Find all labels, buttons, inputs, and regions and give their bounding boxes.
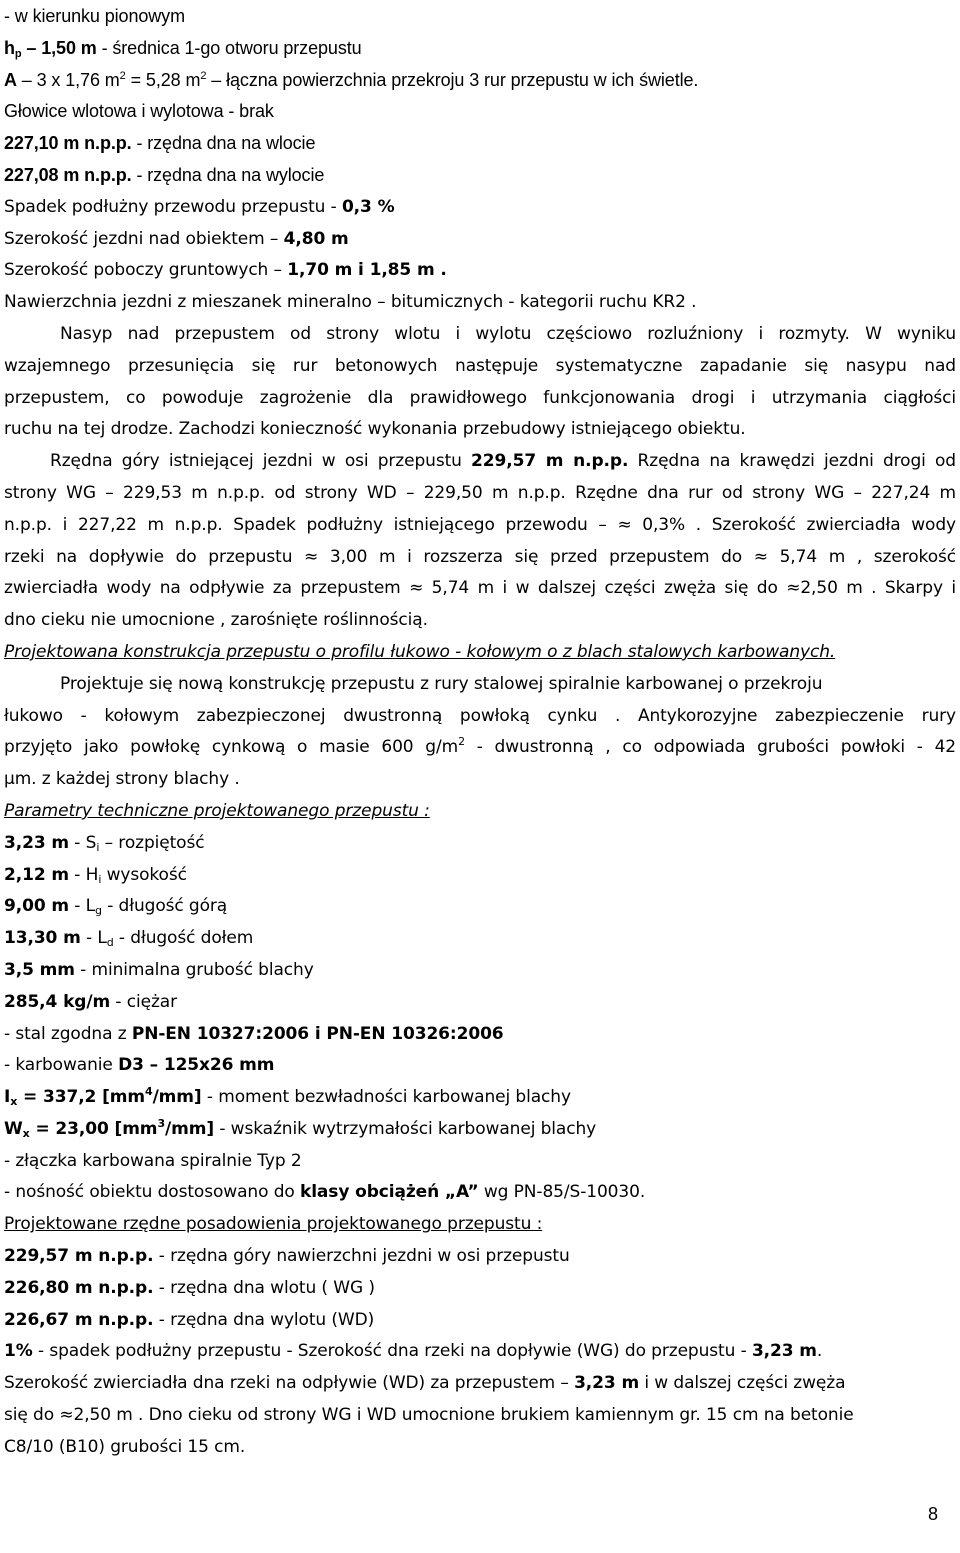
text: strony WG – 229,53 m n.p.p. od strony WD – 229,50 m n.p.p. Rzędne dna rur od strony WG – 227,24 m (4, 482, 956, 503)
text: C8/10 (B10) grubości 15 cm. (4, 1436, 246, 1457)
text: 1% (4, 1341, 33, 1362)
text: - ciężar (110, 991, 177, 1012)
param-steel (4, 1018, 956, 1050)
page-number: 8 (927, 1504, 938, 1524)
text: µm. z każdej strony blachy . (4, 769, 240, 790)
final-line-1 (4, 1335, 956, 1367)
intro-line-1 (4, 0, 956, 32)
subscript: x (10, 1095, 18, 1109)
text: Rzędna na krawędzi jezdni drogi od (628, 451, 956, 472)
text: – 3 x 1,76 m (16, 69, 120, 90)
text: 229,57 m n.p.p. (4, 1246, 154, 1267)
intro-line-4 (4, 95, 956, 127)
text: 229,57 m n.p.p. (471, 451, 629, 472)
param-weight (4, 986, 956, 1018)
superscript: 3 (157, 1116, 165, 1130)
para1-line-2 (4, 350, 956, 382)
param-corrugation (4, 1049, 956, 1081)
para2-line-5 (4, 572, 956, 604)
text: dno cieku nie umocnione , zarośnięte roślinnością. (4, 610, 428, 631)
param-thickness (4, 954, 956, 986)
text: wg PN-85/S-10030. (478, 1182, 646, 1203)
level-item (4, 1240, 956, 1272)
para2-line-4 (4, 541, 956, 573)
text: I (4, 1087, 11, 1108)
text: - L (80, 928, 107, 949)
text: 9,00 m (4, 896, 69, 917)
text: się do ≈2,50 m . Dno cieku od strony WG i WD umocnione brukiem kamiennym gr. 15 cm na betonie (4, 1405, 854, 1426)
text: - S (68, 832, 97, 853)
para2-line-2 (4, 477, 956, 509)
text: klasy obciążeń „A” (300, 1182, 479, 1203)
para2-line-6 (4, 604, 956, 636)
text: 227,08 m n.p.p. (4, 164, 132, 185)
text: 227,10 m n.p.p. (4, 133, 132, 154)
para2-line-3 (4, 509, 956, 541)
text: = 337,2 [mm (17, 1087, 146, 1108)
text: 226,67 m n.p.p. (4, 1309, 154, 1330)
param-span (4, 827, 956, 859)
text: - wskaźnik wytrzymałości karbowanej blachy (214, 1118, 597, 1139)
text: - karbowanie (4, 1055, 119, 1076)
text: rzeki na dopływie do przepustu ≈ 3,00 m i rozszerza się przed przepustem do ≈ 5,74 m , szerokość (4, 546, 956, 567)
text: Nasyp nad przepustem od strony wlotu i wylotu częściowo rozluźniony i rozmyty. W wyniku (60, 323, 956, 344)
text: - H (68, 864, 99, 885)
intro-line-5 (4, 127, 956, 159)
subscript: i (98, 872, 102, 886)
text: 13,30 m (4, 928, 81, 949)
param-section-modulus (4, 1113, 956, 1145)
text: 3,23 m (574, 1373, 640, 1394)
text: - L (68, 896, 95, 917)
text: Spadek podłużny przewodu przepustu - (4, 196, 342, 217)
text: – łączna powierzchnia przekroju 3 rur przepustu w ich świetle. (206, 69, 699, 90)
text: Rzędna góry istniejącej jezdni w osi przepustu (50, 451, 472, 472)
text: 0,3 % (341, 196, 395, 217)
text: - długość górą (101, 896, 228, 917)
para1-line-4 (4, 413, 956, 445)
param-inertia (4, 1081, 956, 1113)
intro-line-9 (4, 254, 956, 286)
subscript: p (14, 47, 22, 60)
text: 3,5 mm (4, 959, 75, 980)
text: 3,23 m (751, 1341, 817, 1362)
document-body (4, 0, 956, 1463)
text: – rozpiętość (99, 832, 205, 853)
param-joint (4, 1145, 956, 1177)
text: - dwustronną , co odpowiada grubości powłoki - 42 (464, 737, 956, 758)
text: i w dalszej części zwęża (639, 1373, 846, 1394)
text: wzajemnego przesunięcia się rur betonowych następuje systematyczne zapadanie się nasypu nad (4, 355, 956, 376)
text: 226,80 m n.p.p. (4, 1277, 154, 1298)
intro-line-7 (4, 191, 956, 223)
text: - spadek podłużny przepustu - Szerokość dna rzeki na dopływie (WG) do przepustu - (32, 1341, 752, 1362)
text: Szerokość jezdni nad obiektem – (4, 228, 284, 249)
para1-line-3 (4, 382, 956, 414)
text: 1,70 m i 1,85 m (287, 260, 435, 281)
text: Szerokość zwierciadła dna rzeki na odpływie (WD) za przepustem – (4, 1373, 575, 1394)
text: Projektowane rzędne posadowienia projektowanego przepustu : (4, 1214, 543, 1235)
text: przyjęto jako powłokę cynkową o masie 600 g/m (4, 737, 459, 758)
text: /mm] (152, 1087, 202, 1108)
text: /mm] (165, 1118, 215, 1139)
text: = 5,28 m (125, 69, 201, 90)
section-heading-levels (4, 1208, 956, 1240)
text: 3,23 m (4, 832, 69, 853)
param-height (4, 859, 956, 891)
para1-line-1 (4, 318, 956, 350)
para2-line-1 (4, 445, 956, 477)
subscript: x (22, 1126, 30, 1140)
intro-line-10 (4, 286, 956, 318)
text: 285,4 kg/m (4, 991, 111, 1012)
intro-line-8 (4, 223, 956, 255)
text: - minimalna grubość blachy (74, 959, 314, 980)
text: – 1,50 m (21, 37, 97, 58)
text: - nośność obiektu dostosowano do (4, 1182, 300, 1203)
text: D3 – 125x26 mm (118, 1055, 275, 1076)
section-heading-construction (4, 636, 956, 668)
final-line-2 (4, 1367, 956, 1399)
intro-line-2 (4, 32, 956, 64)
text: 4,80 m (283, 228, 349, 249)
text: n.p.p. i 227,22 m n.p.p. Spadek podłużny istniejącego przewodu – ≈ 0,3% . Szerokość zwierciadła wody (4, 514, 956, 535)
text: - moment bezwładności karbowanej blachy (201, 1087, 571, 1108)
text: łukowo - kołowym zabezpieczonej dwustronną powłoką cynku . Antykorozyjne zabezpieczenie rury (4, 705, 956, 726)
text: - rzędna góry nawierzchni jezdni w osi przepustu (153, 1246, 570, 1267)
intro-line-6 (4, 159, 956, 191)
final-line-3 (4, 1399, 956, 1431)
text: - w kierunku pionowym (4, 6, 185, 26)
superscript: 2 (458, 735, 465, 749)
param-length-top (4, 890, 956, 922)
level-item (4, 1304, 956, 1336)
text: = 23,00 [mm (29, 1118, 158, 1139)
text: PN-EN 10327:2006 i PN-EN 10326:2006 (131, 1023, 504, 1044)
para3-line-2 (4, 700, 956, 732)
text: - rzędna dna wylotu (WD) (153, 1309, 375, 1330)
text: . (434, 260, 447, 281)
text: W (4, 1118, 23, 1139)
text: Parametry techniczne projektowanego przepustu : (4, 800, 430, 821)
text: - rzędna dna wlotu ( WG ) (153, 1277, 375, 1298)
section-heading-parameters (4, 795, 956, 827)
text: h (4, 37, 15, 58)
text: - rzędna dna na wlocie (131, 133, 316, 154)
para3-line-1 (4, 668, 956, 700)
subscript: i (96, 840, 100, 854)
text: Projektowana konstrukcja przepustu o profilu łukowo - kołowym o z blach stalowych karbowanych. (4, 641, 836, 662)
para3-line-4 (4, 763, 956, 795)
text: - średnica 1-go otworu przepustu (96, 37, 362, 58)
superscript: 2 (119, 69, 126, 82)
text: A (4, 69, 17, 90)
final-line-4 (4, 1431, 956, 1463)
param-length-bottom (4, 922, 956, 954)
text: - stal zgodna z (4, 1023, 132, 1044)
text: przepustem, co powoduje zagrożenie dla prawidłowego funkcjonowania drogi i utrzymania ciągłości (4, 387, 956, 408)
level-item (4, 1272, 956, 1304)
superscript: 2 (200, 69, 207, 82)
text: Nawierzchnia jezdni z mieszanek mineralno – bitumicznych - kategorii ruchu KR2 . (4, 292, 697, 313)
text: - rzędna dna na wylocie (131, 164, 325, 185)
text: . (816, 1341, 823, 1362)
text: - złączka karbowana spiralnie Typ 2 (4, 1150, 302, 1171)
superscript: 4 (145, 1085, 153, 1099)
para3-line-3 (4, 731, 956, 763)
text: wysokość (101, 864, 187, 885)
text: 2,12 m (4, 864, 69, 885)
subscript: d (106, 936, 114, 950)
param-load-class (4, 1176, 956, 1208)
text: Głowice wlotowa i wylotowa - brak (4, 101, 274, 122)
text: - długość dołem (113, 928, 254, 949)
text: zwierciadła wody na odpływie za przepustem ≈ 5,74 m i w dalszej części zwęża się do ≈2,50 m . Skarpy i (4, 578, 956, 599)
subscript: g (95, 904, 102, 918)
text: Szerokość poboczy gruntowych – (4, 260, 288, 281)
text: ruchu na tej drodze. Zachodzi konieczność wykonania przebudowy istniejącego obiektu. (4, 419, 746, 440)
text: Projektuje się nową konstrukcję przepustu z rury stalowej spiralnie karbowanej o przekroju (60, 673, 823, 694)
intro-line-3 (4, 64, 956, 96)
